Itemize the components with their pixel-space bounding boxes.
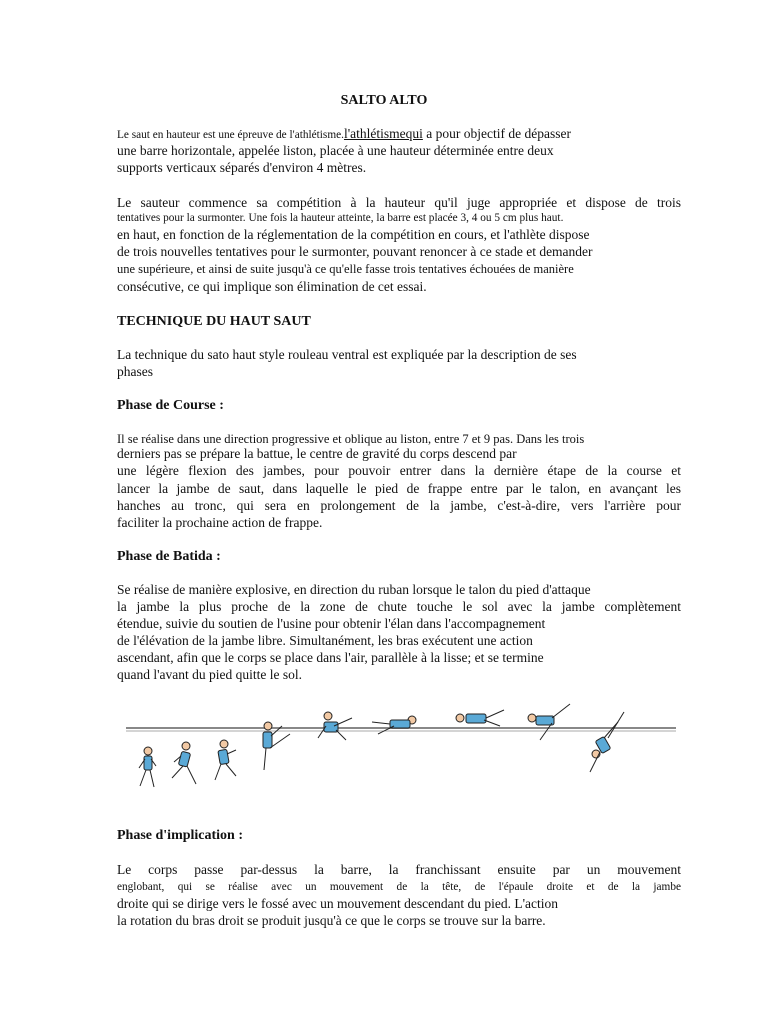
para2-line-5: une supérieure, et ainsi de suite jusqu'à ce qu'elle fasse trois tentatives échouées de manière (117, 262, 574, 276)
page-title: SALTO ALTO (340, 93, 428, 108)
athlete-takeoff (263, 722, 290, 770)
para2-line-2: tentatives pour la surmonter. Une fois la hauteur atteinte, la barre est placée 3, 4 ou 5 cm plus haut. (117, 212, 564, 224)
course-line-3: une légère flexion des jambes, pour pouvoir entrer dans la dernière étape de la course et (117, 463, 681, 478)
technique-line-2: phases (117, 364, 153, 379)
course-line-5: hanches au tronc, qui sera en prolongement de la jambe, c'est-à-dire, vers l'arrière pour (117, 498, 681, 513)
athlete-over-bar-2 (456, 710, 504, 726)
intro-line-3: supports verticaux séparés d'environ 4 mètres. (117, 160, 367, 175)
para2-line-6: consécutive, ce qui implique son élimination de cet essai. (117, 279, 427, 294)
implication-line-1: Le corps passe par-dessus la barre, la franchissant ensuite par un mouvement (117, 862, 681, 877)
batida-line-1: Se réalise de manière explosive, en direction du ruban lorsque le talon du pied d'attaque (117, 582, 591, 597)
course-line-4: lancer la jambe de saut, dans laquelle le pied de frappe entre par le talon, en avançant les (117, 481, 681, 496)
athlete-clearing (528, 704, 570, 740)
high-jump-sequence-illustration (120, 696, 680, 808)
athlete-rising (318, 712, 352, 740)
batida-line-3: étendue, suivie du soutien de l'usine pour obtenir l'élan dans l'accompagnement (117, 616, 546, 631)
heading-course: Phase de Course : (117, 398, 224, 413)
para2-line-4: de trois nouvelles tentatives pour le surmonter, pouvant renoncer à ce stade et demander (117, 244, 593, 259)
batida-line-5: ascendant, afin que le corps se place dans l'air, parallèle à la lisse; et se termine (117, 650, 544, 665)
batida-line-6: quand l'avant du pied quitte le sol. (117, 667, 303, 682)
intro-line-1 (117, 126, 681, 143)
para2-line-1: Le sauteur commence sa compétition à la hauteur qu'il juge appropriée et dispose de trois (117, 195, 681, 210)
implication-line-2: englobant, qui se réalise avec un mouvement de la tête, de l'épaule droite et de la jambe (117, 881, 681, 893)
heading-technique: TECHNIQUE DU HAUT SAUT (117, 314, 311, 329)
heading-batida: Phase de Batida : (117, 549, 221, 564)
course-line-1: Il se réalise dans une direction progressive et oblique au liston, entre 7 et 9 pas. Dans les trois (117, 432, 585, 446)
course-line-6: faciliter la prochaine action de frappe. (117, 515, 323, 530)
technique-line-1: La technique du sato haut style rouleau ventral est expliquée par la description de ses (117, 347, 577, 362)
intro-small-text: Le saut en hauteur est une épreuve de l'athlétisme. (117, 129, 344, 141)
athlete-run-1 (139, 747, 156, 787)
athlete-landing (590, 712, 624, 772)
batida-line-2: la jambe la plus proche de la zone de chute touche le sol avec la jambe complètement (117, 599, 681, 614)
implication-line-3: droite qui se dirige vers le fossé avec un mouvement descendant du pied. L'action (117, 896, 559, 911)
course-line-2: derniers pas se prépare la battue, le centre de gravité du corps descend par (117, 446, 517, 461)
heading-implication: Phase d'implication : (117, 828, 244, 843)
implication-line-4: la rotation du bras droit se produit jusqu'à ce que le corps se trouve sur la barre. (117, 913, 546, 928)
intro-rest-text: a pour objectif de dépasser (422, 126, 571, 141)
athletisme-link[interactable]: l'athlétismequi (343, 126, 423, 141)
intro-line-2: une barre horizontale, appelée liston, placée à une hauteur déterminée entre deux (117, 143, 554, 158)
batida-line-4: de l'élévation de la jambe libre. Simultanément, les bras exécutent une action (117, 633, 533, 648)
athlete-run-2 (172, 742, 196, 784)
para2-line-3: en haut, en fonction de la réglementation de la compétition en cours, et l'athlète dispose (117, 227, 590, 242)
athlete-run-3 (215, 740, 236, 780)
